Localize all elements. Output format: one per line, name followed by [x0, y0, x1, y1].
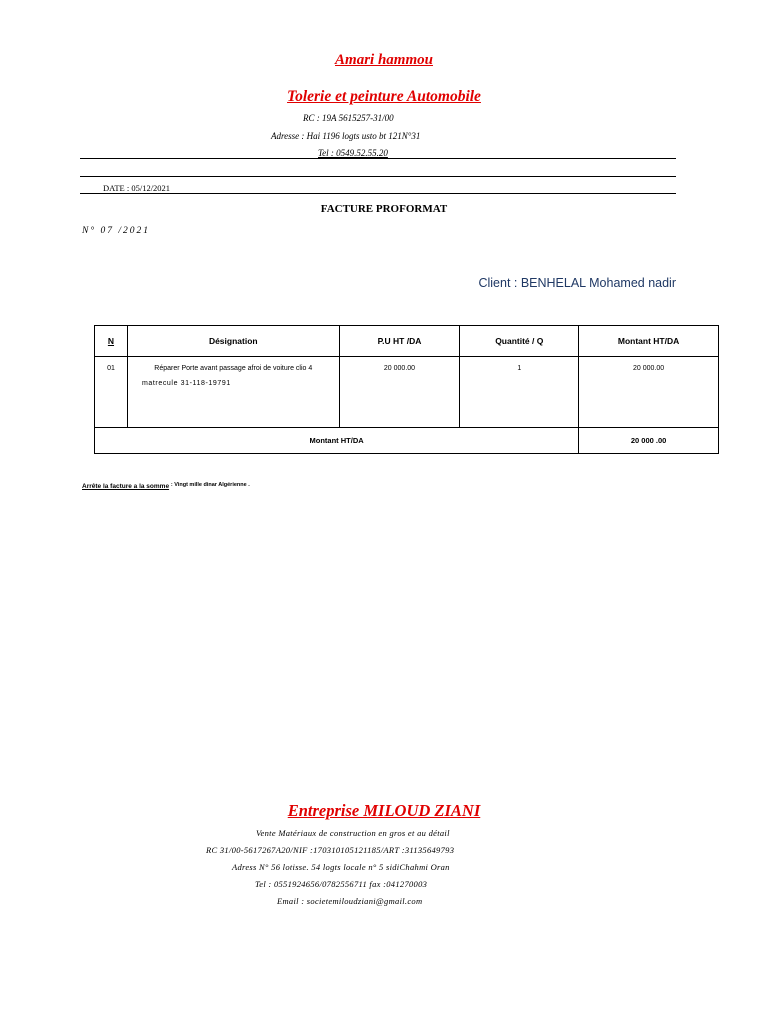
invoice-title: FACTURE PROFORMAT: [320, 203, 448, 215]
col-header-n: N: [95, 326, 128, 357]
col-header-unit-price: P.U HT /DA: [339, 326, 460, 357]
footer-email: Email : societemiloudziani@gmail.com: [277, 896, 423, 906]
table-header-row: [95, 326, 719, 357]
owner-name: Amari hammou: [335, 52, 433, 68]
total-row: [95, 428, 719, 454]
divider-top: [80, 158, 676, 159]
divider-bottom: [80, 193, 676, 194]
footer-registration: RC 31/00-5617267A20/NIF :170310105121185/ART :31135649793: [206, 845, 455, 855]
total-value: 20 000 .00: [579, 428, 719, 454]
invoice-number: N° 07 /2021: [82, 226, 151, 236]
amount-in-words: [82, 483, 250, 490]
amount-words-label: Arrête la facture a la somme: [82, 483, 170, 490]
designation-line-2: matrecule 31-118-19791: [141, 380, 231, 387]
total-label: Montant HT/DA: [95, 428, 579, 454]
col-header-quantity: Quantité / Q: [460, 326, 579, 357]
row-unit-price: 20 000.00: [339, 357, 460, 428]
rc-line: RC : 19A 5615257-31/00: [303, 113, 394, 123]
footer-activity: Vente Matériaux de construction en gros et au détail: [256, 828, 450, 838]
row-quantity: 1: [460, 357, 579, 428]
footer-company: Entreprise MILOUD ZIANI: [287, 801, 481, 820]
divider-middle: [80, 176, 676, 177]
row-number: 01: [95, 357, 128, 428]
amount-words-value: : Vingt mille dinar Algérienne .: [170, 482, 250, 488]
row-amount: 20 000.00: [579, 357, 719, 428]
address-line: Adresse : Hai 1196 logts usto bt 121N°31: [271, 131, 421, 141]
footer-address: Adress N° 56 lotisse. 54 logts locale n° 5 sidiChahmi Oran: [232, 862, 450, 872]
footer-phones: Tel : 0551924656/0782556711 fax :041270003: [255, 879, 428, 889]
col-header-designation: Désignation: [127, 326, 339, 357]
business-title: Tolerie et peinture Automobile: [287, 88, 481, 105]
table-row: [95, 357, 719, 428]
invoice-date: DATE : 05/12/2021: [103, 183, 171, 193]
designation-line-1: Réparer Porte avant passage afroi de voiture clio 4: [154, 365, 313, 372]
tel-line: Tel : 0549.52.55.20: [318, 148, 388, 158]
client-name: Client : BENHELAL Mohamed nadir: [478, 276, 676, 290]
items-table: [94, 325, 719, 454]
row-designation: [127, 357, 339, 428]
col-header-amount: Montant HT/DA: [579, 326, 719, 357]
